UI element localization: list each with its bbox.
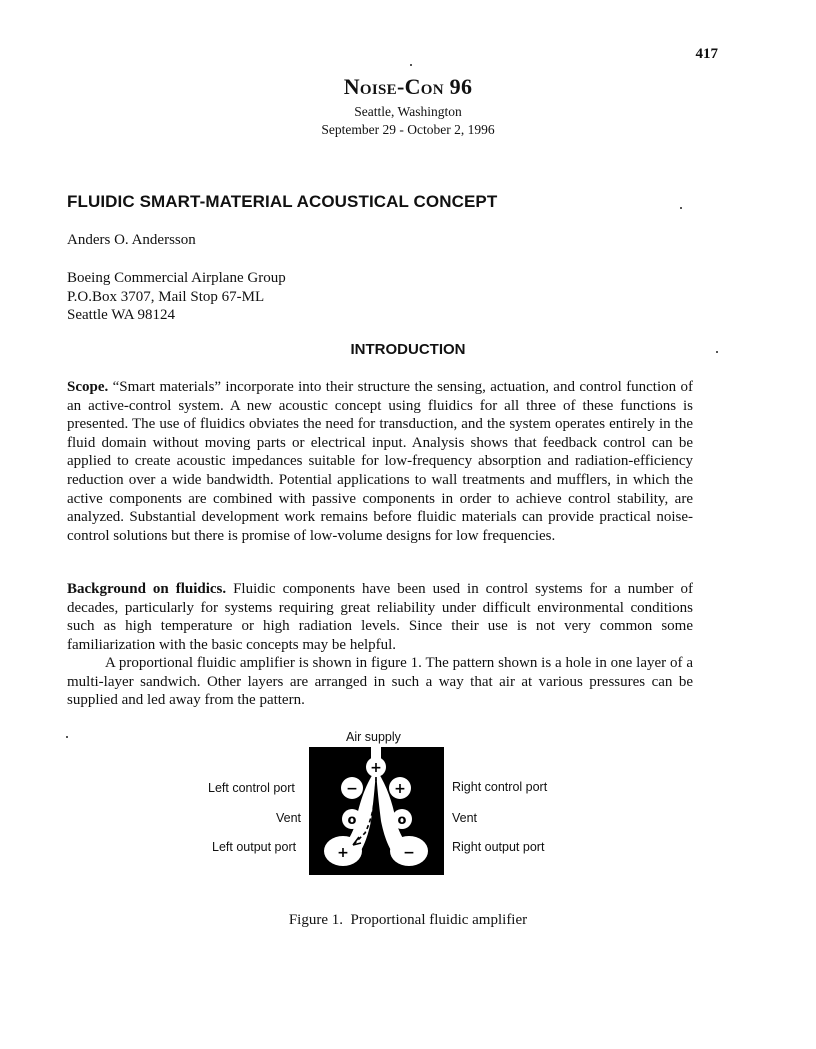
label-left-control-port: Left control port: [208, 781, 295, 795]
right-output-symbol: −: [403, 845, 415, 861]
paragraph-text: Fluidic components have been used in control systems for a number of decades, particularly for systems requiring great reliability under difficult environmental conditions such as high temperature or high radiation levels. Since their use is not very common some familiarization with the basic concepts may be helpful.: [67, 581, 693, 653]
paragraph-lead: Scope.: [67, 379, 109, 395]
affiliation-line: Boeing Commercial Airplane Group: [67, 270, 286, 286]
label-right-control-port: Right control port: [452, 780, 548, 794]
paragraph-lead: Background on fluidics.: [67, 581, 227, 597]
label-air-supply: Air supply: [346, 730, 401, 744]
paragraph-text: A proportional fluidic amplifier is shown in figure 1. The pattern shown is a hole in one layer of a multi-layer sandwich. Other layers are arranged in such a way that air at various pressures can be supplied and led away from the pattern.: [67, 655, 693, 709]
scan-speck: [410, 64, 412, 66]
paragraph-scope: [67, 378, 693, 545]
conference-location: Seattle, Washington: [354, 104, 462, 119]
left-output-symbol: +: [337, 845, 349, 861]
supply-symbol: +: [370, 760, 382, 776]
affiliation-line: P.O.Box 3707, Mail Stop 67-ML: [67, 289, 265, 305]
paragraph-background: [67, 580, 693, 654]
left-vent-symbol: o: [347, 813, 357, 828]
label-right-output-port: Right output port: [452, 840, 545, 854]
label-vent-left: Vent: [276, 811, 302, 825]
scan-speck: [66, 736, 68, 738]
scan-speck: [716, 351, 718, 353]
right-vent-symbol: o: [397, 813, 407, 828]
label-vent-right: Vent: [452, 811, 478, 825]
label-left-output-port: Left output port: [212, 840, 297, 854]
fluidic-amplifier-diagram: [309, 747, 444, 875]
author-name: Anders O. Andersson: [67, 232, 196, 248]
conference-name: Noise-Con 96: [343, 74, 473, 99]
paper-title: FLUIDIC SMART-MATERIAL ACOUSTICAL CONCEPT: [67, 192, 498, 211]
page-number: 417: [695, 46, 718, 62]
affiliation-line: Seattle WA 98124: [67, 307, 176, 323]
left-control-symbol: −: [346, 781, 358, 797]
right-control-symbol: +: [394, 781, 406, 797]
conference-dates: September 29 - October 2, 1996: [321, 122, 495, 137]
paragraph-text: “Smart materials” incorporate into their structure the sensing, actuation, and control function of an active-control system. A new acoustic concept using fluidics for all three of these functions is presented. The use of fluidics obviates the need for transduction, and the system operates entirely in the fluid domain without moving parts or electrical input. Analysis shows that feedback control can be applied to create acoustic impedances suitable for low-frequency absorption and radiation-efficiency reduction over a wide bandwidth. Potential applications to wall treatments and mufflers, in which the active components are combined with passive components in order to achieve control stability, are analyzed. Substantial development work remains before fluidic materials can provide practical noise-control solutions but there is promise of low-volume designs for low frequencies.: [67, 379, 693, 544]
figure-caption: Figure 1. Proportional fluidic amplifier: [288, 912, 528, 928]
paragraph-amplifier: [67, 654, 693, 710]
section-heading: INTRODUCTION: [350, 341, 466, 358]
scan-speck: [680, 207, 682, 209]
